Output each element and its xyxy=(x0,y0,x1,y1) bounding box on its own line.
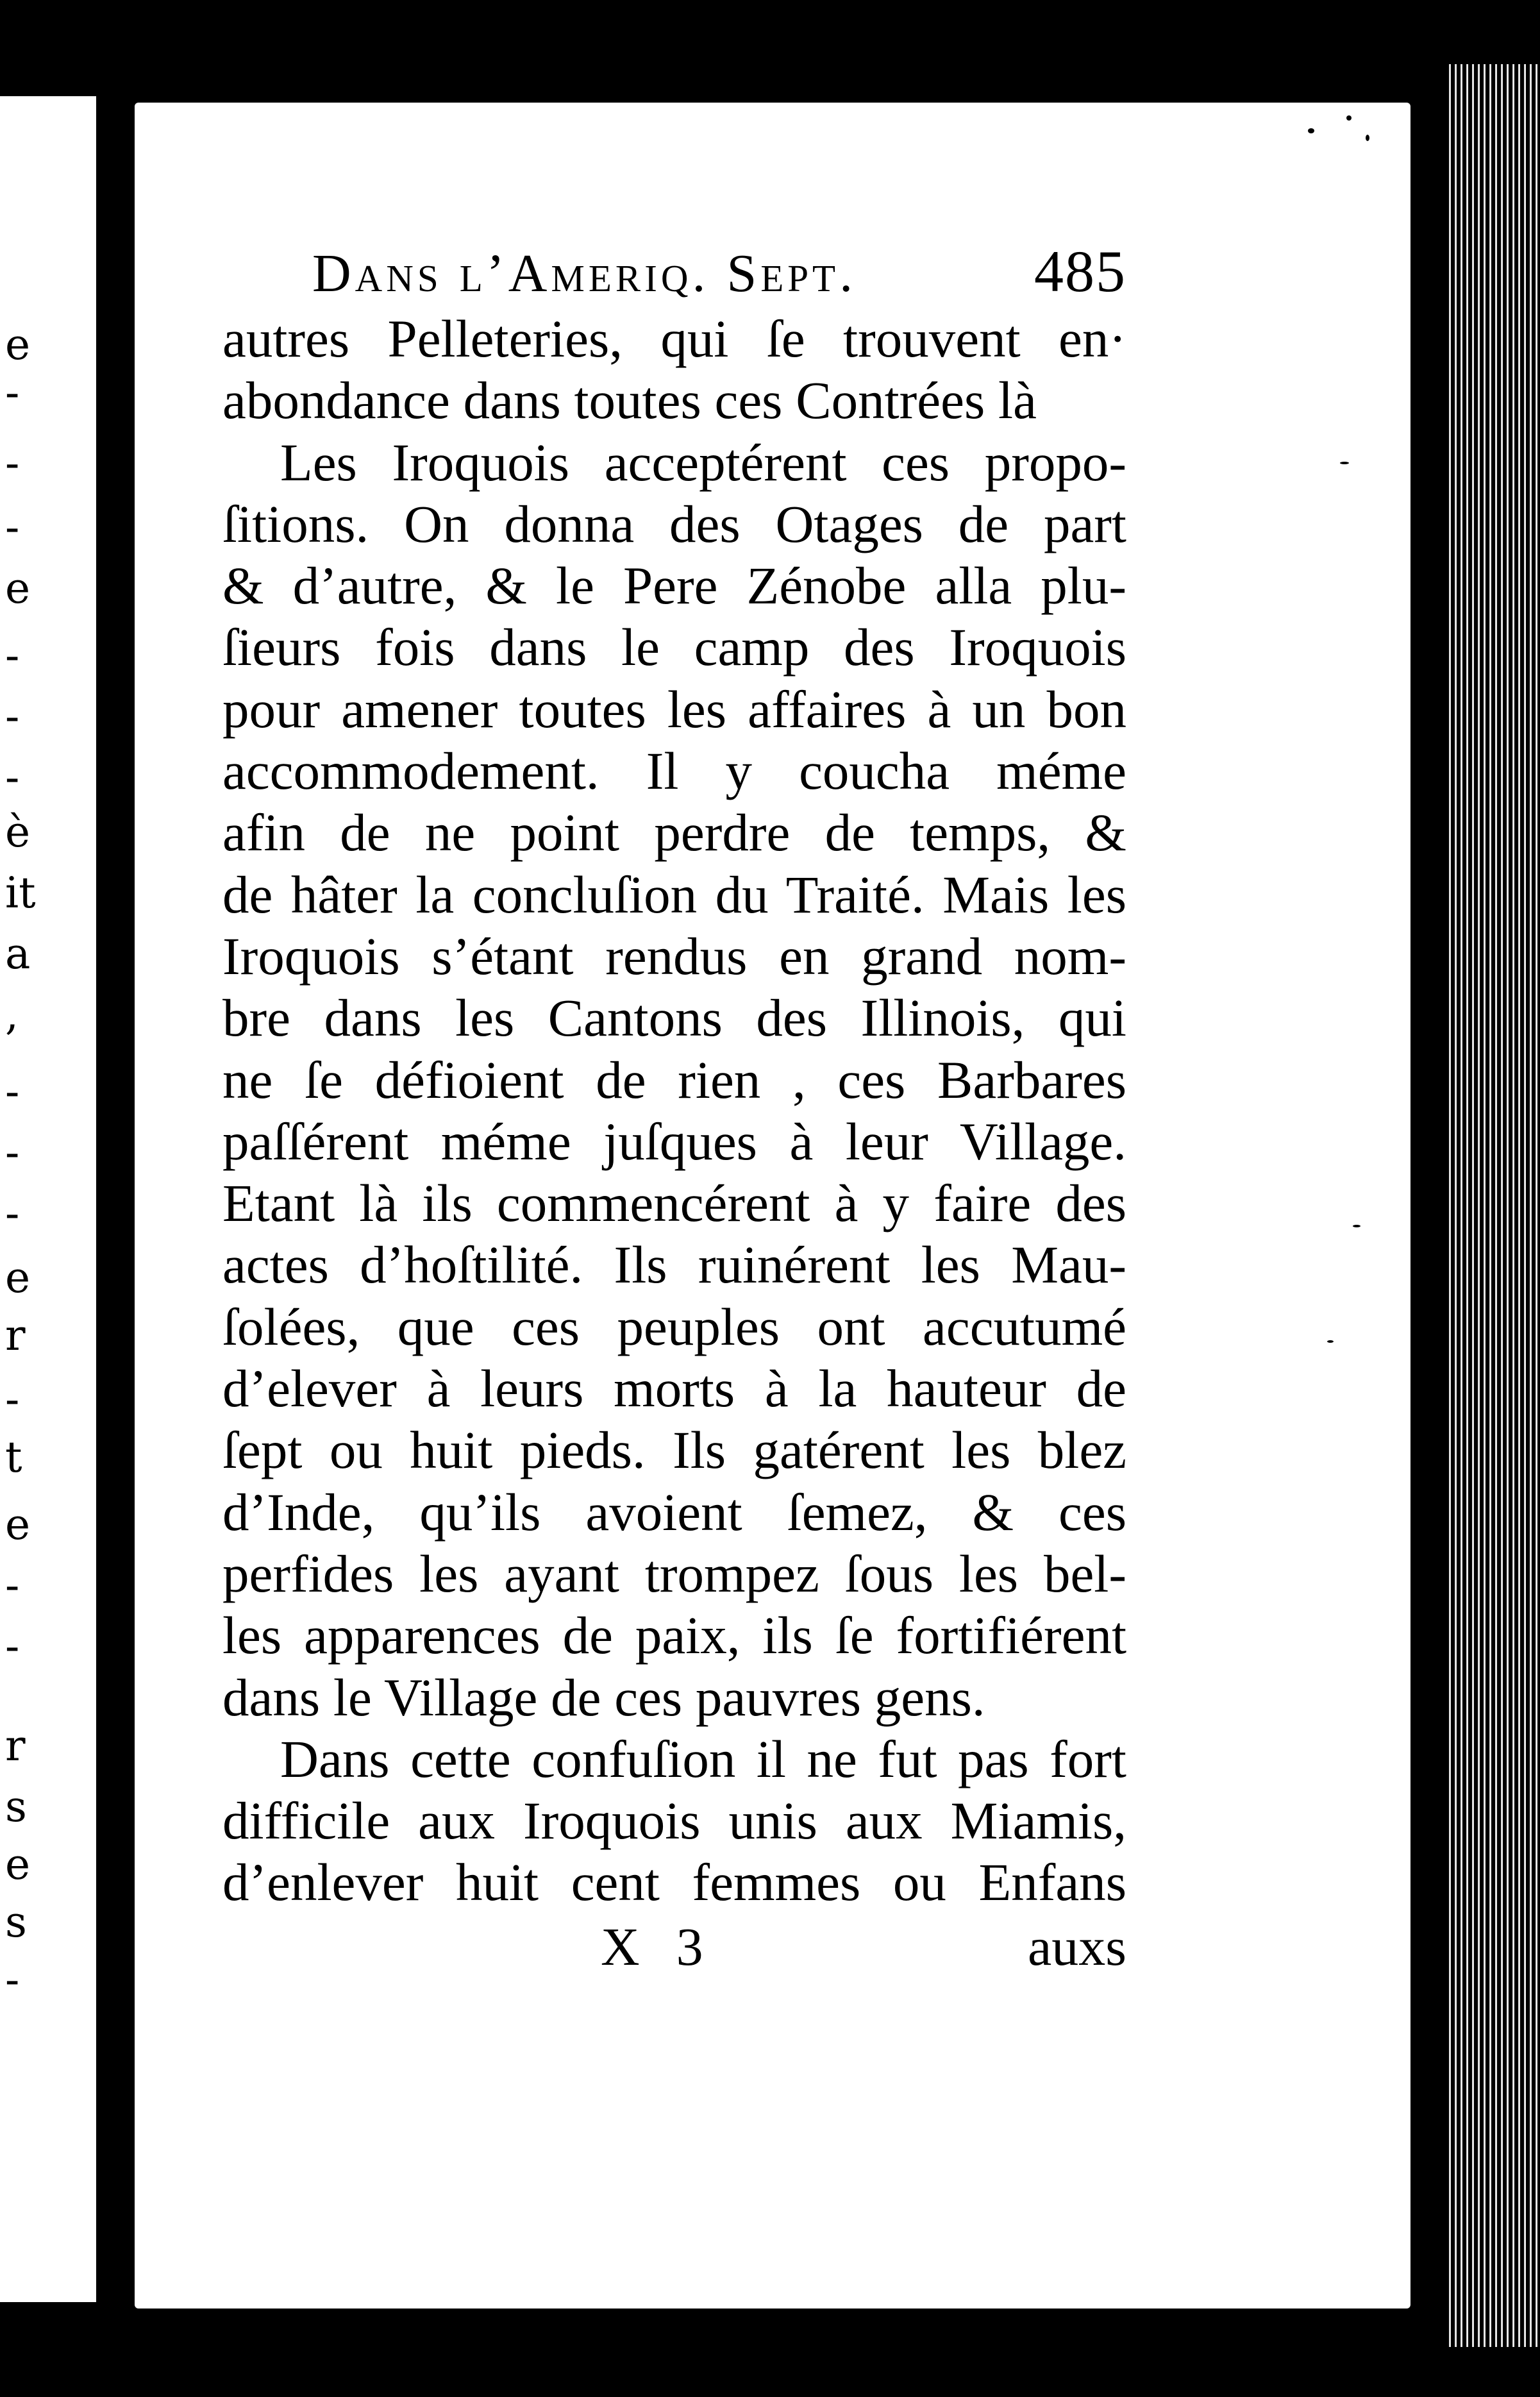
text-line: accommodement. Il y coucha méme xyxy=(222,741,1126,801)
previous-page-text-fragments xyxy=(0,96,96,2302)
text-line: difficile aux Iroquois unis aux Miamis, xyxy=(222,1791,1126,1851)
fragment: - xyxy=(5,753,20,802)
fragment: - xyxy=(5,692,20,741)
fragment: - xyxy=(5,439,20,488)
text-line: ſitions. On donna des Otages de part xyxy=(222,494,1126,553)
text-line: afin de ne point perdre de temps, & xyxy=(222,803,1126,862)
catchword: auxs xyxy=(1028,1917,1126,1977)
fragment: - xyxy=(5,368,20,417)
text-line: de hâter la concluſion du Traité. Mais les xyxy=(222,864,1126,924)
fragment: è xyxy=(5,807,31,857)
text-line: autres Pelleteries, qui ſe trouvent en· xyxy=(222,309,1126,368)
book-gutter xyxy=(96,96,135,2302)
page-edge-shadow xyxy=(1410,64,1449,2347)
text-line: d’enlever huit cent femmes ou Enfans xyxy=(222,1853,1126,1912)
fragment: - xyxy=(5,631,20,680)
fragment: it xyxy=(5,868,36,918)
text-line: pour amener toutes les affaires à un bon xyxy=(222,679,1126,739)
scan-speck xyxy=(1353,1225,1360,1227)
fragment: - xyxy=(5,1622,20,1671)
text-line: Dans cette confuſion il ne fut pas fort xyxy=(280,1729,1126,1788)
body-text xyxy=(222,308,1126,1913)
text-line: bre dans les Cantons des Illinois, qui xyxy=(222,988,1126,1048)
fragment: , xyxy=(5,990,19,1039)
fragment: a xyxy=(5,929,31,979)
fragment: e xyxy=(5,320,31,369)
fragment: s xyxy=(5,1897,27,1947)
scan-speck xyxy=(1308,128,1314,133)
fragment: s xyxy=(5,1782,27,1831)
page-number: 485 xyxy=(1034,239,1126,304)
page-text-block xyxy=(222,237,1126,1980)
text-line: d’elever à leurs morts à la hauteur de xyxy=(222,1359,1126,1418)
text-line: dans le Village de ces pauvres gens. xyxy=(222,1667,985,1727)
text-line: Etant là ils commencérent à y faire des xyxy=(222,1173,1126,1233)
scan-speck xyxy=(1327,1340,1334,1343)
text-line: perfides les ayant trompez ſous les bel- xyxy=(222,1543,1126,1603)
fragment: e xyxy=(5,1500,31,1549)
fragment: - xyxy=(5,1561,20,1610)
running-head xyxy=(222,237,1126,308)
text-line: Les Iroquois acceptérent ces propo- xyxy=(280,432,1126,492)
signature-mark: X 3 xyxy=(601,1917,715,1977)
scan-speck xyxy=(1366,135,1369,141)
fragment: - xyxy=(5,503,20,552)
fragment: e xyxy=(5,564,31,613)
text-line: Iroquois s’étant rendus en grand nom- xyxy=(222,926,1126,986)
fragment: r xyxy=(5,1311,26,1360)
fragment: t xyxy=(5,1433,22,1482)
text-line: ne ſe défioient de rien , ces Barbares xyxy=(222,1050,1126,1109)
text-line: les apparences de paix, ils ſe fortifiérent xyxy=(222,1606,1126,1665)
fragment: e xyxy=(5,1840,31,1889)
text-line: paſſérent méme juſques à leur Village. xyxy=(222,1111,1126,1171)
running-head-title: Dans l’Ameriq. Sept. xyxy=(312,244,857,303)
fragment: - xyxy=(5,1375,20,1424)
page-footer xyxy=(222,1916,1126,1980)
text-line: ſept ou huit pieds. Ils gatérent les blez xyxy=(222,1420,1126,1480)
text-line: ſolées, que ces peuples ont accutumé xyxy=(222,1297,1126,1356)
fragment: - xyxy=(5,1067,20,1116)
text-line: ſieurs fois dans le camp des Iroquois xyxy=(222,618,1126,677)
text-line: abondance dans toutes ces Contrées là xyxy=(222,371,1037,430)
fragment: - xyxy=(5,1128,20,1177)
scan-speck xyxy=(1340,462,1349,464)
text-line: & d’autre, & le Pere Zénobe alla plu- xyxy=(222,556,1126,616)
fragment: - xyxy=(5,1189,20,1238)
fragment: e xyxy=(5,1253,31,1302)
fragment: - xyxy=(5,1955,20,2005)
text-line: actes d’hoſtilité. Ils ruinérent les Mau- xyxy=(222,1235,1126,1295)
text-line: d’Inde, qu’ils avoient ſemez, & ces xyxy=(222,1482,1126,1542)
fragment: r xyxy=(5,1721,26,1770)
scan-speck xyxy=(1346,115,1352,121)
